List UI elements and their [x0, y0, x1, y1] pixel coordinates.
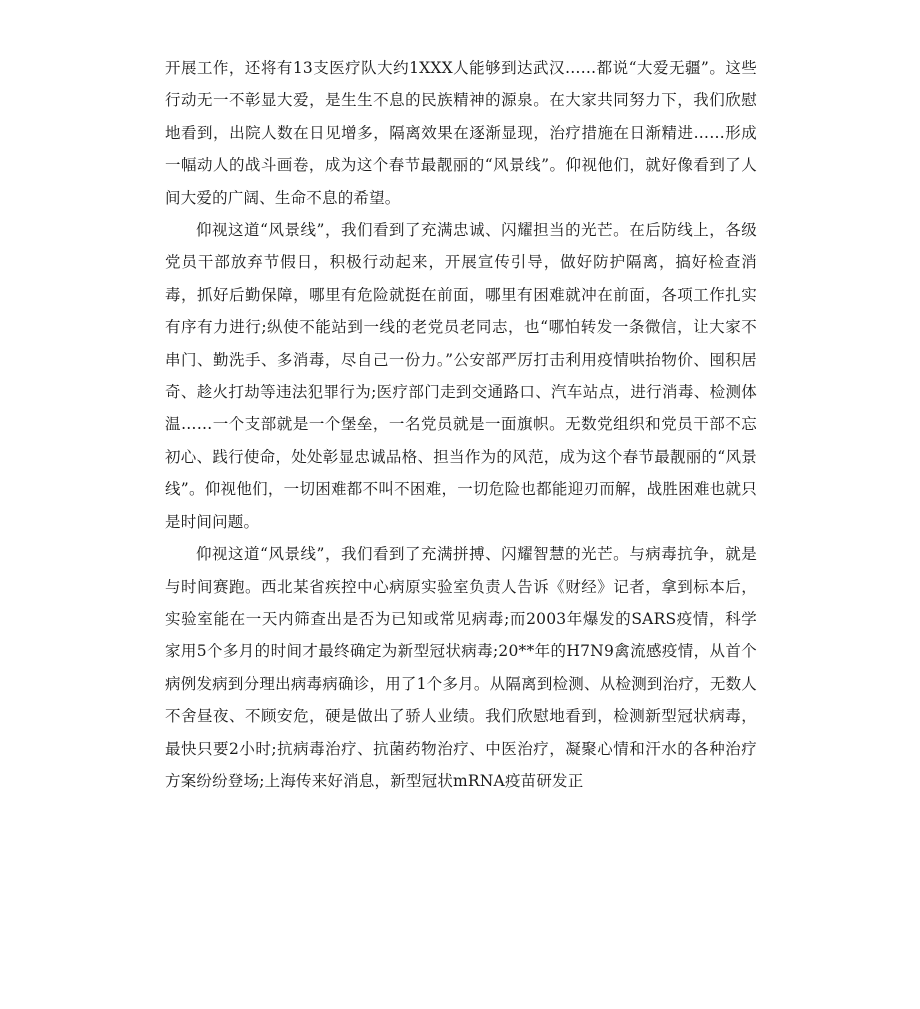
paragraph-1: 开展工作，还将有13支医疗队大约1XXX人能够到达武汉……都说“大爱无疆”。这些行动无一不彰显大爱，是生生不息的民族精神的源泉。在大家共同努力下，我们欣慰地看到，出院人数在日见增多，隔离效果在逐渐显现，治疗措施在日渐精进……形成一幅动人的战斗画卷，成为这个春节最靓丽的“风景线”。仰视他们，就好像看到了人间大爱的广阔、生命不息的希望。: [165, 59, 757, 207]
paragraph-2: 仰视这道“风景线”，我们看到了充满忠诚、闪耀担当的光芒。在后防线上，各级党员干部放弃节假日，积极行动起来，开展宣传引导，做好防护隔离，搞好检查消毒，抓好后勤保障，哪里有危险就挺在前面，哪里有困难就冲在前面，各项工作扎实有序有力进行;纵使不能站到一线的老党员老同志，也“哪怕转发一条微信，让大家不串门、勤洗手、多消毒，尽自己一份力。”公安部严厉打击利用疫情哄抬物价、囤积居奇、趁火打劫等违法犯罪行为;医疗部门走到交通路口、汽车站点，进行消毒、检测体温……一个支部就是一个堡垒，一名党员就是一面旗帜。无数党组织和党员干部不忘初心、践行使命，处处彰显忠诚品格、担当作为的风范，成为这个春节最靓丽的“风景线”。仰视他们，一切困难都不叫不困难，一切危险也都能迎刃而解，战胜困难也就只是时间问题。: [165, 221, 757, 531]
document-page: [165, 52, 757, 797]
paragraph-3: 仰视这道“风景线”，我们看到了充满拼搏、闪耀智慧的光芒。与病毒抗争，就是与时间赛跑。西北某省疾控中心病原实验室负责人告诉《财经》记者，拿到标本后，实验室能在一天内筛查出是否为已知或常见病毒;而2003年爆发的SARS疫情，科学家用5个多月的时间才最终确定为新型冠状病毒;20**年的H7N9禽流感疫情，从首个病例发病到分理出病毒病确诊，用了1个多月。从隔离到检测、从检测到治疗，无数人不舍昼夜、不顾安危，硬是做出了骄人业绩。我们欣慰地看到，检测新型冠状病毒，最快只要2小时;抗病毒治疗、抗菌药物治疗、中医治疗，凝聚心情和汗水的各种治疗方案纷纷登场;上海传来好消息，新型冠状mRNA疫苗研发正: [165, 545, 757, 790]
